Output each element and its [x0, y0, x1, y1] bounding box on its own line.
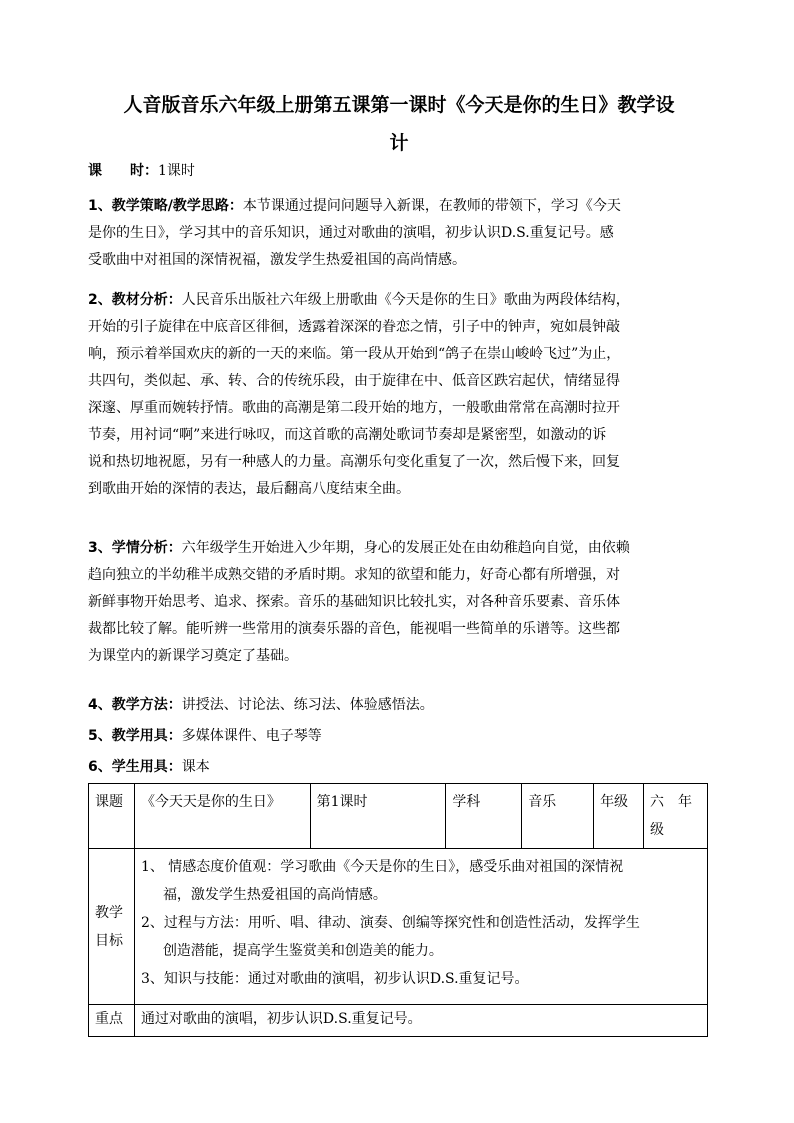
section-teaching-methods [88, 692, 710, 719]
section-student-tools [88, 754, 710, 781]
grade-value-line: 六 年 [650, 794, 692, 810]
section-teaching-tools [88, 723, 710, 750]
title-line-2: 计 [389, 132, 409, 154]
section-line: 开始的引子旋律在中底音区徘徊，透露着深深的眷恋之情，引子中的钟声，宛如晨钟敲 [88, 319, 620, 335]
goals-label-cell [89, 849, 135, 1005]
section-line: 受歌曲中对祖国的深情祝福，激发学生热爱祖国的高尚情感。 [88, 252, 466, 268]
section-line: 新鲜事物开始思考、追求、探索。音乐的基础知识比较扎实，对各种音乐要素、音乐体 [88, 594, 620, 610]
section-strategy [88, 193, 710, 274]
class-hours [88, 158, 710, 185]
grade-label-cell: 年级 [594, 784, 644, 849]
section-label: 2、教材分析： [88, 292, 182, 308]
goals-label-line: 教学 [95, 904, 123, 921]
section-value: 讲授法、讨论法、练习法、体验感悟法。 [181, 697, 434, 713]
grade-value-line: 级 [650, 822, 664, 838]
section-line: 共四句，类似起、承、转、合的传统乐段，由于旋律在中、低音区跌宕起伏，情绪显得 [88, 373, 620, 389]
section-label: 3、学情分析： [88, 540, 182, 556]
class-hours-value: 1课时 [158, 163, 195, 179]
goal-line: 1、 情感态度价值观：学习歌曲《今天是你的生日》，感受乐曲对祖国的深情祝 [140, 859, 624, 875]
key-point-label-cell: 重点 [89, 1005, 135, 1037]
class-hours-label: 课 时： [88, 163, 158, 179]
section-line: 是你的生日》，学习其中的音乐知识，通过对歌曲的演唱，初步认识D.S.重复记号。感 [88, 225, 614, 241]
table-row [89, 784, 708, 849]
section-label: 5、教学用具： [88, 728, 182, 744]
section-line: 2、教材分析：人民音乐出版社六年级上册歌曲《今天是你的生日》歌曲为两段体结构， [88, 292, 630, 308]
goals-label-line: 目标 [95, 932, 123, 949]
subject-value-cell: 音乐 [522, 784, 594, 849]
section-line: 3、学情分析：六年级学生开始进入少年期，身心的发展正处在由幼稚趋向自觉，由依赖 [88, 540, 630, 556]
grade-value-cell [644, 784, 708, 849]
goals-content-cell [134, 849, 707, 1005]
section-line: 说和热切地祝愿，另有一种感人的力量。高潮乐句变化重复了一次，然后慢下来，回复 [88, 454, 620, 470]
table-row [89, 1005, 708, 1037]
section-material-analysis [88, 287, 710, 503]
section-value: 课本 [181, 759, 210, 775]
goal-line: 福，激发学生热爱祖国的高尚情感。 [162, 887, 387, 903]
lesson-number-cell: 第1课时 [310, 784, 446, 849]
topic-value-cell: 《今天天是你的生日》 [134, 784, 310, 849]
section-line: 1、教学策略/教学思路：本节课通过提问问题导入新课，在教师的带领下，学习《今天 [88, 198, 621, 214]
table-row [89, 849, 708, 1005]
section-line: 深邃、厚重而婉转抒情。歌曲的高潮是第二段开始的地方，一般歌曲常常在高潮时拉开 [88, 400, 620, 416]
title-line-1: 人音版音乐六年级上册第五课第一课时《今天是你的生日》教学设 [123, 94, 675, 116]
section-line: 为课堂内的新课学习奠定了基础。 [88, 648, 298, 664]
lesson-info-table [88, 783, 708, 1037]
section-line: 到歌曲开始的深情的表达，最后翻高八度结束全曲。 [88, 481, 410, 497]
goal-line: 创造潜能，提高学生鉴赏美和创造美的能力。 [162, 943, 443, 959]
section-line: 节奏，用衬词“啊”来进行咏叹，而这首歌的高潮处歌词节奏却是紧密型，如激动的诉 [88, 427, 607, 443]
goal-line: 3、知识与技能：通过对歌曲的演唱，初步认识D.S.重复记号。 [140, 971, 529, 987]
document-title [88, 86, 710, 162]
key-point-value-cell: 通过对歌曲的演唱，初步认识D.S.重复记号。 [134, 1005, 707, 1037]
section-value: 多媒体课件、电子琴等 [181, 728, 322, 744]
section-line: 响，预示着举国欢庆的新的一天的来临。第一段从开始到“鸽子在崇山峻岭飞过”为止， [88, 346, 621, 362]
subject-label-cell: 学科 [446, 784, 522, 849]
section-line: 趋向独立的半幼稚半成熟交错的矛盾时期。求知的欲望和能力，好奇心都有所增强，对 [88, 567, 620, 583]
goal-line: 2、过程与方法：用听、唱、律动、演奏、创编等探究性和创造性活动，发挥学生 [140, 915, 640, 931]
section-label: 1、教学策略/教学思路： [88, 198, 243, 214]
section-label: 4、教学方法： [88, 697, 182, 713]
section-student-analysis [88, 535, 710, 670]
section-line: 裁都比较了解。能听辨一些常用的演奏乐器的音色，能视唱一些简单的乐谱等。这些都 [88, 621, 620, 637]
section-label: 6、学生用具： [88, 759, 182, 775]
topic-label-cell: 课题 [89, 784, 135, 849]
